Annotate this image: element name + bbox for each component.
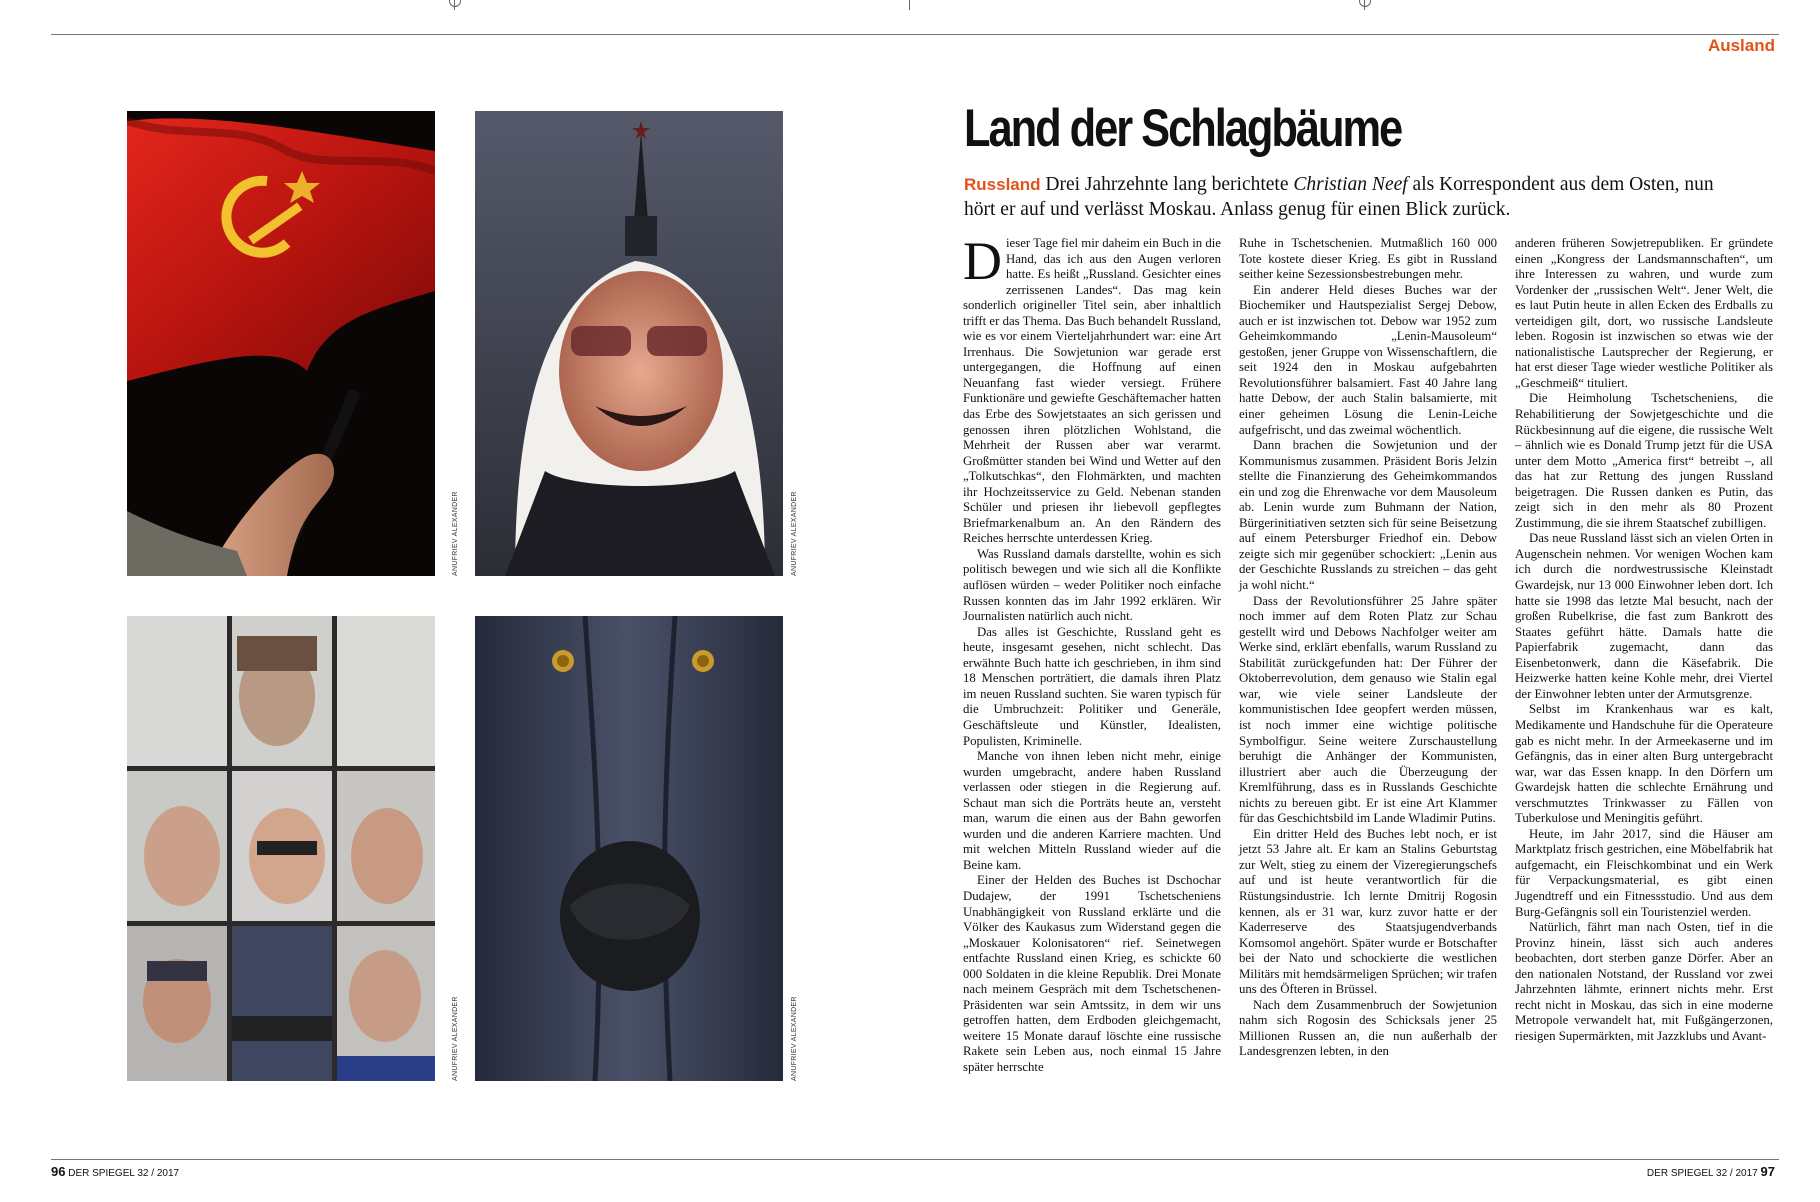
headline: Land der Schlagbäume [964,99,1402,158]
lede-text: Drei Jahrzehnte lang berichtete [1045,174,1294,195]
registration-mark [1359,0,1371,7]
paragraph: Einer der Helden des Buches ist Dschochar Dudajew, der 1991 Tschetscheniens Unabhängigkeit von Russland erklärte und die Völker des Kaukasus zum Widerstand gegen die „Moskauer Kolonisatoren“ rief. Seinetwegen entfachte Russland einen Krieg, es schickte 60 000 Soldaten in die kleine Republik. Drei Monate nach meinem Gespräch mit dem Tschetschenen-Präsidenten war sein Amtssitz, in dem wir uns getroffen hatten, dem Erdboden gleichgemacht, weitere 15 Monate darauf löschte eine russische Rakete sein Leben aus, noch einmal 15 Jahre später herrschte [963,873,1221,1074]
magazine-name: DER SPIEGEL [1646,1168,1714,1179]
paragraph: Das alles ist Geschichte, Russland geht es heute, insgesamt gesehen, nicht schlecht. Das erwähnte Buch hatte ich geschrieben, in ihm sind 18 Menschen porträtiert, die damals ihren Platz im neuen Russland suchten. Sie waren typisch für die Umbruchzeit: Politiker und Generäle, Geschäftsleute und Künstler, Idealisten, Populisten, Kriminelle. [963,624,1221,748]
paragraph: Selbst im Krankenhaus war es kalt, Medikamente und Handschuhe für die Operateure gab es nicht mehr. In der Armeekaserne und im Gefängnis, das in einer alten Burg untergebracht war, war das Essen knapp. In den Dörfern um Gwardejsk hatten die schlechte Ernährung und verschmutztes Trinkwasser zu Fällen von Tuberkulose und Meningitis geführt. [1515,702,1773,826]
soviet-flag-photo [127,111,435,576]
paragraph: Nach dem Zusammenbruch der Sowjetunion nahm sich Rogosin des Schicksals jener 25 Millionen Russen an, die nun außerhalb der Landesgrenzen lebten, in den [1239,997,1497,1059]
bottom-rule [51,1159,1779,1160]
top-rule [51,34,1779,35]
folio-right [1647,1164,1775,1179]
lede [964,172,1724,222]
issue-number: 32 / 2017 [1716,1168,1758,1179]
photo-credit: ANUFRIEV ALEXANDER [791,996,798,1081]
paragraph: Das neue Russland lässt sich an vielen Orten in Augenschein nehmen. Vor wenigen Wochen kam ich durch die nordwestrussische Kleinstadt Gwardejsk, nur 13 000 Einwohner leben dort. Ich hatte sie 1998 das letzte Mal besucht, nach der großen Rubelkrise, die fast zum Bankrott des Staates geführt hätte. Damals hatte die Papierfabrik zugemacht, dann das Eisenbetonwerk, dann die Käsefabrik. Die Heizwerke hatten keine Kohle mehr, drei Viertel der Einwohner lebten unter der Armutsgrenze. [1515,531,1773,701]
body-column-2 [1239,236,1497,1060]
paragraph: Dass der Revolutionsführer 25 Jahre später noch immer auf dem Roten Platz zur Schau gestellt wird und Debows Nachfolger weiter am Werke sind, erklärt ebenfalls, warum Russland zu Stabilität zurückgefunden hat: Der Führer der Oktoberrevolution, dem genauso wie Stalin egal war, wie viele seiner Landsleute der kommunistischen Idee geopfert werden müssen, ist noch immer eine wichtige politische Symbolfigur. Seine weitere Zurschaustellung beruhigt die Anhänger der Kommunisten, illustriert aber auch die Überzeugung der Kremlführung, dass es in Russlands Geschichte nichts zu bereuen gibt. Er ist eine Art Klammer für das Geschichtsbild im Lande Wladimir Putins. [1239,593,1497,826]
crop-mark [1364,0,1365,10]
paragraph: Ein dritter Held des Buches lebt noch, er ist jetzt 53 Jahre alt. Er kam an Stalins Geburtstag zur Welt, stieg zu einem der Vizeregierungschefs auf und ist heute verantwortlich für die Rüstungsindustrie. Ich lernte Dmitrij Rogosin kennen, als er 31 war, kurz zuvor hatte er der Kaderreserve des Staatsjugendverbands Komsomol angehört. Später wurde er Botschafter bei der Nato und schockierte die westlichen Militärs mit hemdsärmeligen Sprüchen; wir trafen uns des Öfteren in Brüssel. [1239,826,1497,997]
paragraph: Ein anderer Held dieses Buches war der Biochemiker und Hautspezialist Sergej Debow, auch er ist inzwischen tot. Debow war 1952 zum Geheimkommando „Lenin-Mausoleum“ gestoßen, jener Gruppe von Wissenschaftlern, die seit 1924 den in Moskau aufgebahrten Revolutionsführer balsamiert. Fast 40 Jahre lang hatte Debow, der auch Stalin balsamierte, mit einer geheimen Lösung die Lenin-Leiche aufgefrischt, und das zweimal wöchentlich. [1239,282,1497,437]
paragraph: Was Russland damals darstellte, wohin es sich politisch bewegen und wie sich all die Konflikte auflösen würden – weder Politiker noch einfache Russen konnten das im Jahr 1992 erklären. Wir Journalisten natürlich auch nicht. [963,546,1221,624]
lede-text: als Korrespondent aus dem Osten, nun hört er auf und verlässt Moskau. Anlass genug für einen Blick zurück. [964,174,1714,220]
lede-author: Christian Neef [1293,174,1408,195]
photo-credit: ANUFRIEV ALEXANDER [452,996,459,1081]
page-number: 97 [1760,1164,1775,1179]
section-label: Ausland [1707,36,1775,55]
paragraph: Natürlich, fährt man nach Osten, tief in die Provinz hinein, lässt sich auch anderes beobachten, dort sterben ganze Dörfer. Aber an den nationalen Notstand, der Russland vor zwei Jahrzehnten lähmte, erinnert nichts mehr. Erst recht nicht in Moskau, das sich in eine moderne Metropole verwandelt hat, mit Fußgängerzonen, riesigen Supermärkten, mit Jazzklubs und Avant- [1515,920,1773,1043]
page-number: 96 [51,1164,66,1179]
putin-mugs-photo [127,616,435,1081]
uniform-gloves-photo [475,616,783,1081]
folio-left [51,1164,179,1179]
woman-headscarf-photo [475,111,783,576]
lede-kicker: Russland [964,175,1041,194]
paragraph: Manche von ihnen leben nicht mehr, einige wurden umgebracht, andere haben Russland verlassen oder stiegen in die Regierung auf. Schaut man sich die Porträts heute an, versteht man, warum die einen aus der Bahn geworfen wurden und die anderen Karriere machten. Und mit welchen Mitteln Russland wieder auf die Beine kam. [963,749,1221,872]
magazine-name: DER SPIEGEL [68,1168,135,1179]
paragraph: anderen früheren Sowjetrepubliken. Er gründete einen „Kongress der Landsmannschaften“, um ihre Interessen zu wahren, und wurde zum Vordenker der „russischen Welt“. Jener Welt, die es laut Putin heute in allen Ecken des Erdballs zu verteidigen gilt, dort, wo russische Landsleute leben. Rogosin ist inzwischen so etwas wie der nationalistische Lautsprecher der Regierung, er hat erst dieser Tage wieder westliche Politiker als „Geschmeiß“ tituliert. [1515,236,1773,390]
paragraph: Die Heimholung Tschetscheniens, die Rehabilitierung der Sowjetgeschichte und die Rückbesinnung auf die eigene, die russische Welt – ähnlich wie es Donald Trump jetzt für die USA unter dem Motto „America first“ betreibt –, all das hat zur Rettung des jungen Russland beigetragen. Die Russen danken es Putin, das zeigt sich in den mehr als 80 Prozent Zustimmung, die sie ihrem Staatschef zubilligen. [1515,391,1773,530]
body-column-3 [1515,236,1773,1044]
photo-credit: ANUFRIEV ALEXANDER [791,491,798,576]
registration-mark [449,0,461,7]
drop-cap: D [963,231,1002,291]
paragraph [963,231,1221,547]
crop-mark [909,0,910,10]
body-column-1 [963,231,1221,1076]
paragraph: Ruhe in Tschetschenien. Mutmaßlich 160 000 Tote kostete dieser Krieg. Es gibt in Russland seither keine Sezessionsbestrebungen mehr. [1239,236,1497,282]
photo-credit: ANUFRIEV ALEXANDER [452,491,459,576]
paragraph-text: ieser Tage fiel mir daheim ein Buch in die Hand, das ich aus den Augen verloren hatte. Es heißt „Russland. Gesichter eines zerrissenen Landes“. Das mag kein sonderlich origineller Titel sein, aber inhaltlich trifft er das Thema. Das Buch behandelt Russland, wie es vor einem Vierteljahrhundert war: eine Art Irrenhaus. Die Sowjetunion war gerade erst untergegangen, die Hoffnung auf einen Neuanfang fast wieder versiegt. Frühere Funktionäre und gewiefte Geschäftemacher hatten das Erbe des Sowjetstaates an sich gerissen und genossen ihren plötzlichen Wohlstand, die Mehrheit der Russen aber war verarmt. Großmütter standen bei Wind und Wetter auf den „Tolkutschkas“, den Flohmärkten, und machten ihr Hochzeitsservice zu Geld. Nebenan standen Schüler und priesen ihr liebevoll gepflegtes Briefmarkenalbum an. An den Rändern des Reiches herrschte unterdessen Krieg. [963,236,1221,546]
paragraph: Dann brachen die Sowjetunion und der Kommunismus zusammen. Präsident Boris Jelzin stellte die Finanzierung des Geheimkommandos ein und zog die Ehrenwache vor dem Mausoleum ab. Lenin wurde zum Buhmann der Nation, Bürgerinitiativen setzten sich für seine Beisetzung auf einem Petersburger Friedhof ein. Debow zeigte sich mir gegenüber schockiert: „Lenin aus der Geschichte Russlands zu streichen – das geht ja wohl nicht.“ [1239,438,1497,593]
issue-number: 32 / 2017 [137,1168,180,1179]
paragraph: Heute, im Jahr 2017, sind die Häuser am Marktplatz frisch gestrichen, eine Möbelfabrik hat aufgemacht, ein Fleischkombinat und ein Werk für Verpackungsmaterial, es gibt einen Jugendtreff und ein Fitnessstudio. Und aus dem Burg-Gefängnis soll ein Touristenziel werden. [1515,826,1773,919]
